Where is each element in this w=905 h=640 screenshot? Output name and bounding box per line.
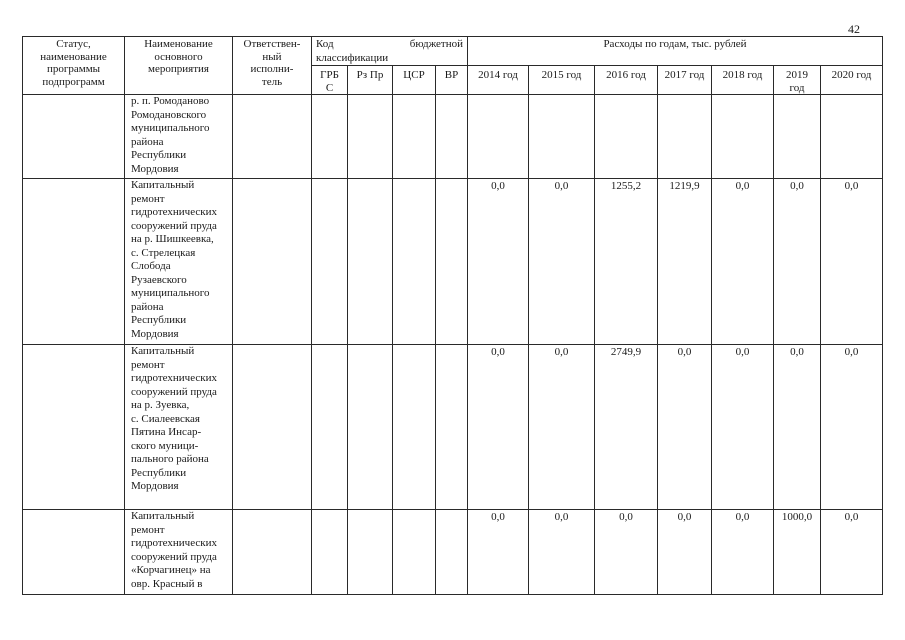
code-cell [393,345,436,510]
value-cell: 0,0 [595,510,658,595]
table-row [23,179,883,345]
value-cell: 0,0 [712,510,774,595]
table-row [23,345,883,510]
header-event-name [125,37,233,95]
value-cell: 0,0 [529,510,595,595]
code-cell [312,95,348,179]
header-row-1 [23,37,883,66]
code-cell [348,179,393,345]
responsible-cell [233,95,312,179]
header-code-word-2: бюджетной [409,38,463,50]
code-cell [312,510,348,595]
value-cell: 0,0 [468,179,529,345]
header-year-2015: 2015 год [529,66,595,95]
value-cell: 0,0 [821,179,883,345]
value-cell [712,95,774,179]
code-cell [436,345,468,510]
value-cell: 0,0 [529,179,595,345]
code-cell [348,345,393,510]
header-responsible-text: Ответствен- ный исполни- тель [243,38,301,88]
value-cell [595,95,658,179]
value-cell: 0,0 [658,345,712,510]
header-code-csr: ЦСР [393,66,436,95]
budget-table [22,36,883,595]
header-status-text: Статус, наименование программы подпрограмм [40,38,107,88]
event-name-cell: Капитальный ремонт гидротехнических сооружений пруда на р. Зуевка, с. Сиалеевская Пятина Инсар- ского муници- пального района Республики Мордовия [125,345,233,510]
event-name-cell: Капитальный ремонт гидротехнических сооружений пруда на р. Шишкеевка, с. Стрелецкая Слобода Рузаевского муниципального района Республики Мордовия [125,179,233,345]
code-cell [393,179,436,345]
header-year-2014: 2014 год [468,66,529,95]
value-cell: 0,0 [774,345,821,510]
value-cell [529,95,595,179]
value-cell: 0,0 [712,345,774,510]
header-status [23,37,125,95]
value-cell: 0,0 [821,345,883,510]
value-cell [821,95,883,179]
value-cell: 2749,9 [595,345,658,510]
value-cell: 0,0 [774,179,821,345]
header-year-2016: 2016 год [595,66,658,95]
code-cell [348,510,393,595]
header-budget-code [312,37,468,66]
value-cell: 0,0 [712,179,774,345]
event-name-cell: Капитальный ремонт гидротехнических сооружений пруда «Корчагинец» на овр. Красный в [125,510,233,595]
value-cell: 1219,9 [658,179,712,345]
header-year-2018: 2018 год [712,66,774,95]
header-code-vr: ВР [436,66,468,95]
value-cell: 1255,2 [595,179,658,345]
code-cell [436,95,468,179]
table-row [23,510,883,595]
header-code-rzpr: Рз Пр [348,66,393,95]
value-cell: 0,0 [468,345,529,510]
header-code-word-1: Код [316,38,334,50]
code-cell [393,95,436,179]
header-event-name-text: Наименование основного мероприятия [144,38,213,75]
responsible-cell [233,345,312,510]
header-code-word-3: классификации [316,51,389,64]
code-cell [436,510,468,595]
code-cell [312,179,348,345]
header-code-grbs: ГРБ С [312,66,348,95]
header-year-2019: 2019 год [774,66,821,95]
table-row [23,95,883,179]
status-cell [23,179,125,345]
status-cell [23,345,125,510]
value-cell: 1000,0 [774,510,821,595]
status-cell [23,510,125,595]
value-cell [658,95,712,179]
event-name-cell: р. п. Ромоданово Ромодановского муниципального района Республики Мордовия [125,95,233,179]
page-number: 42 [848,22,860,36]
responsible-cell [233,510,312,595]
code-cell [312,345,348,510]
code-cell [436,179,468,345]
status-cell [23,95,125,179]
responsible-cell [233,179,312,345]
value-cell: 0,0 [821,510,883,595]
header-year-2020: 2020 год [821,66,883,95]
value-cell: 0,0 [468,510,529,595]
code-cell [393,510,436,595]
code-cell [348,95,393,179]
value-cell [774,95,821,179]
value-cell [468,95,529,179]
header-year-2017: 2017 год [658,66,712,95]
header-expenses-title: Расходы по годам, тыс. рублей [468,37,883,66]
value-cell: 0,0 [658,510,712,595]
header-responsible [233,37,312,95]
value-cell: 0,0 [529,345,595,510]
